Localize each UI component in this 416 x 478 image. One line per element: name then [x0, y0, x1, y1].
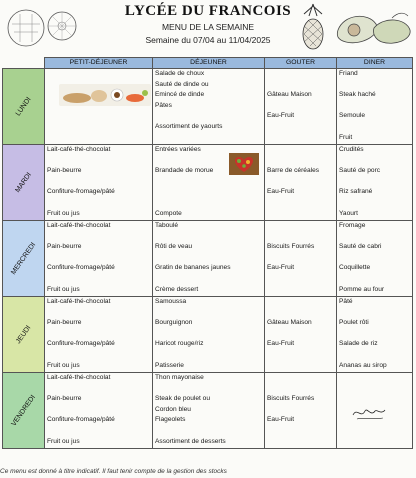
- page-subtitle: MENU DE LA SEMAINE: [161, 22, 255, 32]
- meal-cell-petit-dejeuner: [45, 69, 153, 145]
- menu-item: Riz safrané: [339, 188, 373, 196]
- column-header-gouter: GOUTER: [265, 58, 337, 69]
- menu-item: Steak haché: [339, 91, 376, 99]
- day-label-cell: [3, 145, 45, 221]
- bon-appetit-signature: [349, 401, 389, 423]
- menu-item: Rôti de veau: [155, 243, 193, 251]
- menu-item: Sauté de cabri: [339, 243, 382, 251]
- menu-item: Pâtes: [155, 101, 172, 109]
- meal-cell-gouter: [265, 221, 337, 297]
- cutlery-signature-icon: [349, 401, 389, 423]
- meal-cell-dejeuner: [153, 69, 265, 145]
- menu-item: Fruit ou jus: [47, 437, 80, 445]
- menu-item: Lait-café-thé-chocolat: [47, 298, 111, 305]
- menu-item: Gâteau Maison: [267, 319, 312, 327]
- menu-item: Gâteau Maison: [267, 91, 312, 99]
- menu-item: Fruit ou jus: [47, 285, 80, 293]
- menu-item: Eau-Fruit: [267, 340, 295, 348]
- meal-cell-diner: [337, 69, 413, 145]
- meal-cell-diner: [337, 221, 413, 297]
- day-name: MERCREDI: [9, 241, 37, 276]
- menu-item: Taboulé: [155, 222, 179, 229]
- column-header-dejeuner: DÉJEUNER: [153, 58, 265, 69]
- day-label-cell: [3, 297, 45, 373]
- page-title: LYCÉE DU FRANCOIS: [124, 3, 292, 19]
- menu-item: Fruit ou jus: [47, 209, 80, 217]
- meal-cell-gouter: [265, 373, 337, 449]
- meal-cell-petit-dejeuner: [45, 221, 153, 297]
- meal-cell-diner: [337, 145, 413, 221]
- menu-item: Semoule: [339, 112, 366, 120]
- menu-item: Crème dessert: [155, 285, 199, 293]
- menu-item: Haricot rouge/riz: [155, 340, 204, 348]
- breakfast-photo-icon: [59, 84, 151, 106]
- day-row-lundi: [3, 69, 413, 145]
- menu-item: Fruit ou jus: [47, 361, 80, 369]
- day-row-vendredi: [3, 373, 413, 449]
- menu-item: Lait-café-thé-chocolat: [47, 374, 111, 381]
- menu-item: Thon mayonaise: [155, 374, 204, 381]
- day-name: LUNDI: [14, 95, 33, 117]
- menu-item: Pomme au four: [339, 285, 385, 293]
- menu-item: Friand: [339, 70, 358, 77]
- menu-item: Sauté de dinde ou: [155, 80, 209, 88]
- menu-item: Pain-beurre: [47, 319, 82, 327]
- day-row-mercredi: [3, 221, 413, 297]
- column-header-diner: DINER: [337, 58, 413, 69]
- menu-item: Pain-beurre: [47, 167, 82, 175]
- menu-item: Compote: [155, 209, 182, 217]
- menu-item: Eau-Fruit: [267, 188, 295, 196]
- meal-cell-petit-dejeuner: [45, 145, 153, 221]
- menu-item: Lait-café-thé-chocolat: [47, 222, 111, 229]
- meal-cell-diner: [337, 297, 413, 373]
- menu-item: Biscuits Fourrés: [267, 395, 315, 403]
- meal-cell-diner: [337, 373, 413, 449]
- meal-cell-dejeuner: [153, 145, 265, 221]
- day-name: JEUDI: [14, 324, 32, 345]
- corner-cell: [3, 58, 45, 69]
- menu-item: Eau-Fruit: [267, 112, 295, 120]
- meal-cell-gouter: [265, 145, 337, 221]
- menu-item: Brandade de morue: [155, 167, 214, 175]
- menu-item: Samoussa: [155, 298, 187, 305]
- footer-note: Ce menu est donné à titre indicatif. Il faut tenir compte de la gestion des stocks: [0, 468, 227, 475]
- avocado-icon: [332, 8, 414, 52]
- day-label-cell: [3, 221, 45, 297]
- menu-item: Gratin de bananes jaunes: [155, 264, 231, 272]
- menu-item: Confiture-fromage/pâté: [47, 264, 115, 272]
- meal-cell-petit-dejeuner: [45, 373, 153, 449]
- menu-item: Emincé de dinde: [155, 91, 205, 99]
- menu-item: Lait-café-thé-chocolat: [47, 146, 111, 153]
- heart-vegetables-icon: [229, 153, 259, 175]
- menu-item: Assortiment de desserts: [155, 437, 226, 445]
- menu-item: Confiture-fromage/pâté: [47, 188, 115, 196]
- day-label-cell: [3, 69, 45, 145]
- meal-cell-dejeuner: [153, 221, 265, 297]
- menu-item: Coquillette: [339, 264, 371, 272]
- menu-item: Salade de choux: [155, 70, 205, 77]
- menu-item: Confiture-fromage/pâté: [47, 416, 115, 424]
- menu-item: Confiture-fromage/pâté: [47, 340, 115, 348]
- menu-item: Fromage: [339, 222, 366, 229]
- menu-item: Poulet rôti: [339, 319, 369, 327]
- day-row-mardi: [3, 145, 413, 221]
- menu-item: Fruit: [339, 133, 353, 141]
- menu-item: Patisserie: [155, 361, 184, 369]
- week-dates: Semaine du 07/04 au 11/04/2025: [145, 35, 271, 45]
- meal-cell-dejeuner: [153, 297, 265, 373]
- column-header-row: [3, 58, 413, 69]
- meal-cell-petit-dejeuner: [45, 297, 153, 373]
- weekly-menu-table: [2, 57, 413, 449]
- day-name: MARDI: [13, 171, 33, 194]
- pineapple-icon: [298, 2, 328, 52]
- menu-item: Crudités: [339, 146, 364, 153]
- menu-item: Cordon bleu: [155, 405, 191, 413]
- menu-item: Eau-Fruit: [267, 416, 295, 424]
- menu-item: Yaourt: [339, 209, 358, 217]
- menu-item: Eau-Fruit: [267, 264, 295, 272]
- column-header-petit-dejeuner: PETIT-DÉJEUNER: [45, 58, 153, 69]
- meal-cell-gouter: [265, 297, 337, 373]
- day-row-jeudi: [3, 297, 413, 373]
- menu-item: Pain-beurre: [47, 395, 82, 403]
- meal-cell-gouter: [265, 69, 337, 145]
- menu-item: Steak de poulet ou: [155, 395, 210, 403]
- day-name: VENDREDI: [9, 393, 37, 428]
- menu-item: Ananas au sirop: [339, 361, 387, 369]
- menu-item: Flageolets: [155, 416, 186, 424]
- day-label-cell: [3, 373, 45, 449]
- fruit-sketch-icon: [4, 2, 84, 52]
- menu-item: Entrées variées: [155, 146, 201, 153]
- menu-item: Barre de céréales: [267, 167, 320, 175]
- menu-item: Assortiment de yaourts: [155, 123, 223, 130]
- menu-item: Pain-beurre: [47, 243, 82, 251]
- meal-cell-dejeuner: [153, 373, 265, 449]
- menu-header: [0, 0, 416, 56]
- menu-item: Sauté de porc: [339, 167, 381, 175]
- menu-item: Bourguignon: [155, 319, 193, 327]
- menu-item: Pâté: [339, 298, 353, 305]
- menu-item: Salade de riz: [339, 340, 378, 348]
- menu-item: Biscuits Fourrés: [267, 243, 315, 251]
